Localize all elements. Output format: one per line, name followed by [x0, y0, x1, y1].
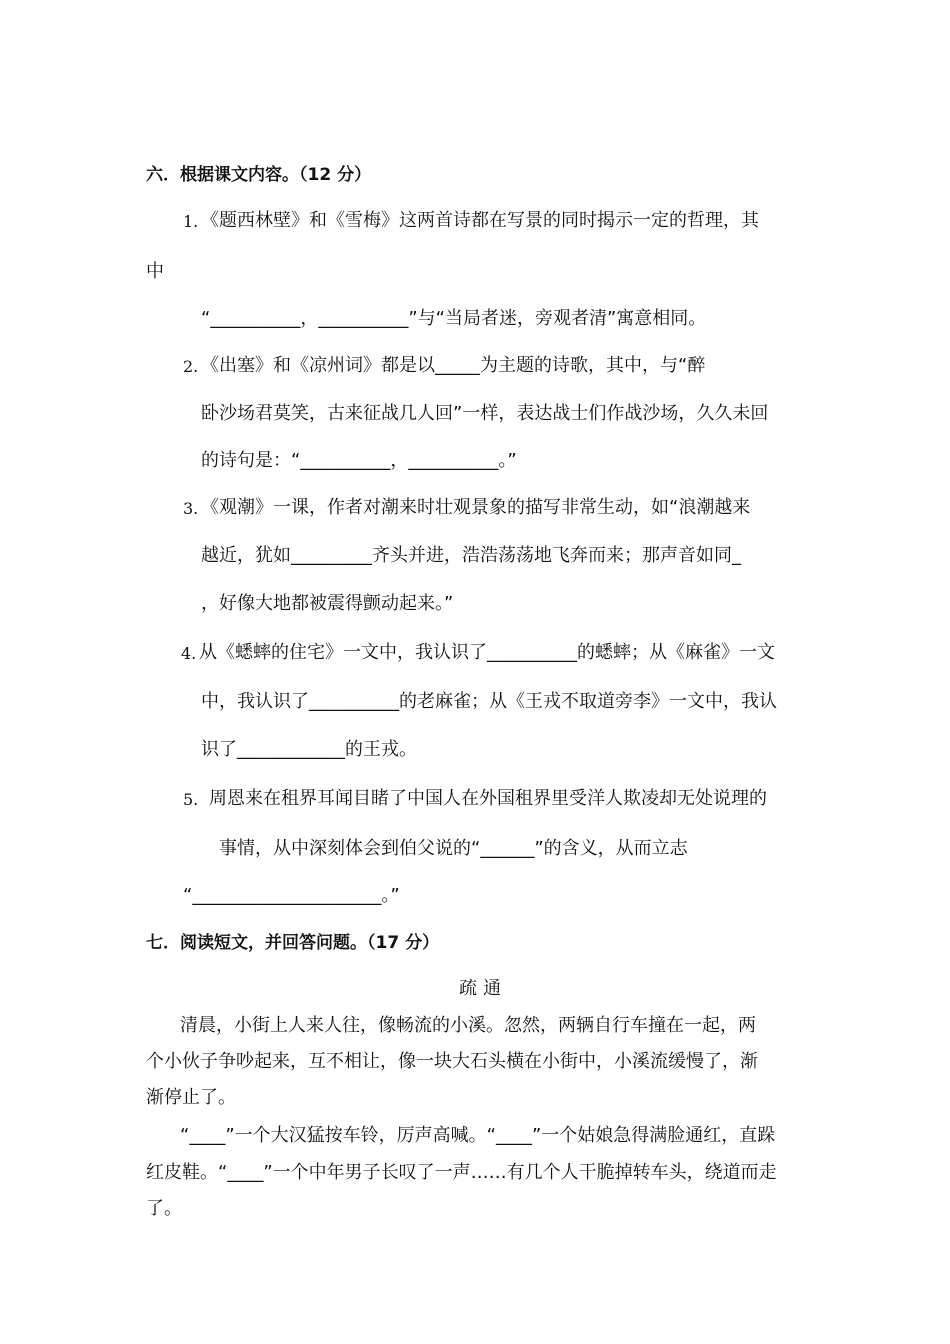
- question-5-line-3: “_____________________。”: [183, 885, 400, 906]
- question-3-number: 3.: [183, 499, 199, 518]
- question-2-line-2: 卧沙场君莫笑，古来征战几人回”一样，表达战士们作战沙场，久久未回: [201, 403, 769, 424]
- paragraph-1-line-2: 个小伙子争吵起来，互不相让，像一块大石头横在小街中，小溪流缓慢了，渐: [146, 1051, 758, 1072]
- question-1-line-1: 《题西林壁》和《雪梅》这两首诗都在写景的同时揭示一定的哲理，其: [201, 210, 759, 231]
- paragraph-2-line-1: “____”一个大汉猛按车铃，厉声高喊。“____”一个姑娘急得满脸通红，直跺: [180, 1125, 776, 1146]
- question-1-line-2: 中: [146, 261, 164, 282]
- question-2-line-3: 的诗句是：“__________，__________。”: [201, 450, 517, 471]
- paragraph-1-line-1: 清晨，小街上人来人往，像畅流的小溪。忽然，两辆自行车撞在一起，两: [180, 1015, 756, 1036]
- question-1-line-3: “__________，__________”与“当局者迷，旁观者清”寓意相同。: [201, 308, 707, 329]
- question-1-number: 1.: [183, 212, 199, 231]
- question-2-number: 2.: [183, 357, 199, 376]
- paragraph-2-line-2: 红皮鞋。“____”一个中年男子长叹了一声……有几个人干脆掉转车头，绕道而走: [146, 1162, 777, 1183]
- question-4-line-1: 从《蟋蟀的住宅》一文中，我认识了__________的蟋蟀；从《麻雀》一文: [199, 642, 775, 663]
- question-5-line-2: 事情，从中深刻体会到伯父说的“______”的含义，从而立志: [219, 838, 688, 859]
- question-4-number: 4.: [181, 644, 197, 663]
- section-7-heading: 七．阅读短文，并回答问题。（17 分）: [146, 933, 440, 953]
- passage-title: 疏通: [459, 978, 507, 999]
- question-5-line-1: 周恩来在租界耳闻目睹了中国人在外国租界里受洋人欺凌却无处说理的: [209, 788, 767, 809]
- question-4-line-2: 中，我认识了__________的老麻雀；从《王戎不取道旁李》一文中，我认: [201, 691, 777, 712]
- paragraph-1-line-3: 渐停止了。: [146, 1087, 236, 1108]
- question-3-line-1: 《观潮》一课，作者对潮来时壮观景象的描写非常生动，如“浪潮越来: [201, 497, 751, 518]
- paragraph-2-line-3: 了。: [146, 1198, 182, 1219]
- question-3-line-3: ，好像大地都被震得颤动起来。”: [201, 593, 454, 614]
- question-3-line-2: 越近，犹如_________齐头并进，浩浩荡荡地飞奔而来；那声音如同_: [201, 545, 741, 566]
- question-2-line-1: 《出塞》和《凉州词》都是以_____为主题的诗歌，其中，与“醉: [201, 355, 706, 376]
- section-6-heading: 六．根据课文内容。（12 分）: [146, 165, 372, 185]
- question-5-number: 5.: [183, 790, 199, 809]
- question-4-line-3: 识了____________的王戎。: [201, 739, 417, 760]
